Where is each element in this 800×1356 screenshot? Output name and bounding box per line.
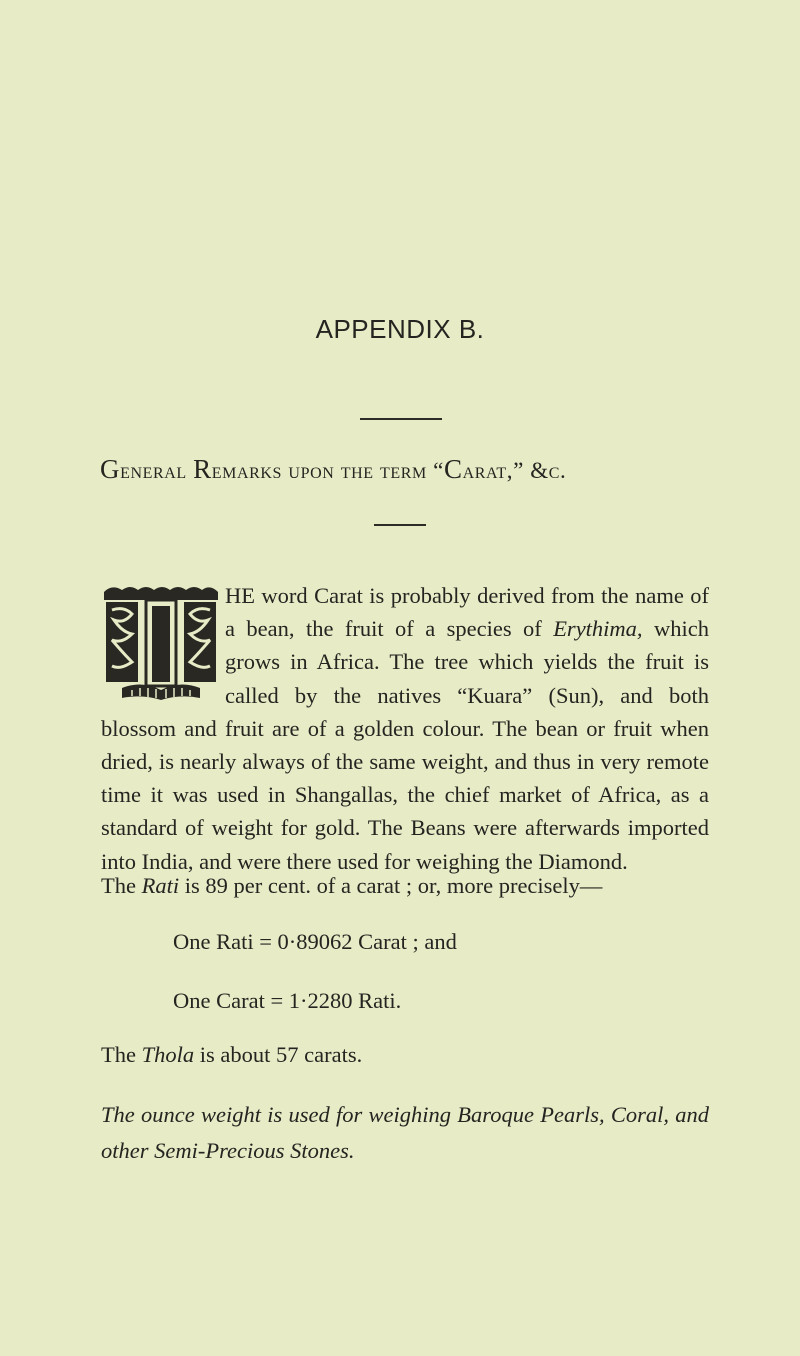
small-caps-initial: G [100,454,121,484]
subtitle-word: arat,” &c. [462,458,567,483]
divider-rule [360,418,442,420]
ounce-note: The ounce weight is used for weighing Baroque Pearls, Coral, and other Semi-Precious Stones. [101,1102,709,1163]
dropcap-spacer [101,579,225,711]
rati-prefix: The [101,873,142,898]
small-caps-initial: R [193,454,212,484]
thola-term: Thola [141,1042,195,1067]
intro-paragraph [101,579,709,878]
rati-definition [101,873,602,899]
divider-rule [374,524,426,526]
species-name: Erythima, [553,616,643,642]
rati-term: Rati [141,873,180,898]
paragraph-text: which grows in Africa. The tree which yields the fruit is called by the natives “Kuara” (Sun), and both blossom and fruit are of a golden colour. The bean or fruit when dried, is nearly always of the same weight, and thus in very remote time it was used in Shangallas, the chief market of Africa, as a standard of weight for gold. The Beans were afterwards imported into India, and were there used for weighing the Diamond. [101,616,709,874]
carat-equation: One Carat = 1·2280 Rati. [173,988,402,1013]
rati-equation: One Rati = 0·89062 Carat ; and [173,929,457,954]
subtitle-word: emarks upon the term “ [211,458,444,483]
small-caps-initial: C [443,454,463,484]
subtitle-word: eneral [120,458,194,483]
rati-suffix: is 89 per cent. of a carat ; or, more precisely— [179,873,603,898]
thola-definition [101,1042,362,1068]
paragraph-text: HE word Carat is probably derived from the name of a bean, the fruit of a species of [225,583,709,642]
section-subtitle [100,454,720,485]
thola-prefix: The [101,1042,142,1067]
appendix-heading: APPENDIX B. [315,314,485,344]
thola-suffix: is about 57 carats. [194,1042,363,1067]
